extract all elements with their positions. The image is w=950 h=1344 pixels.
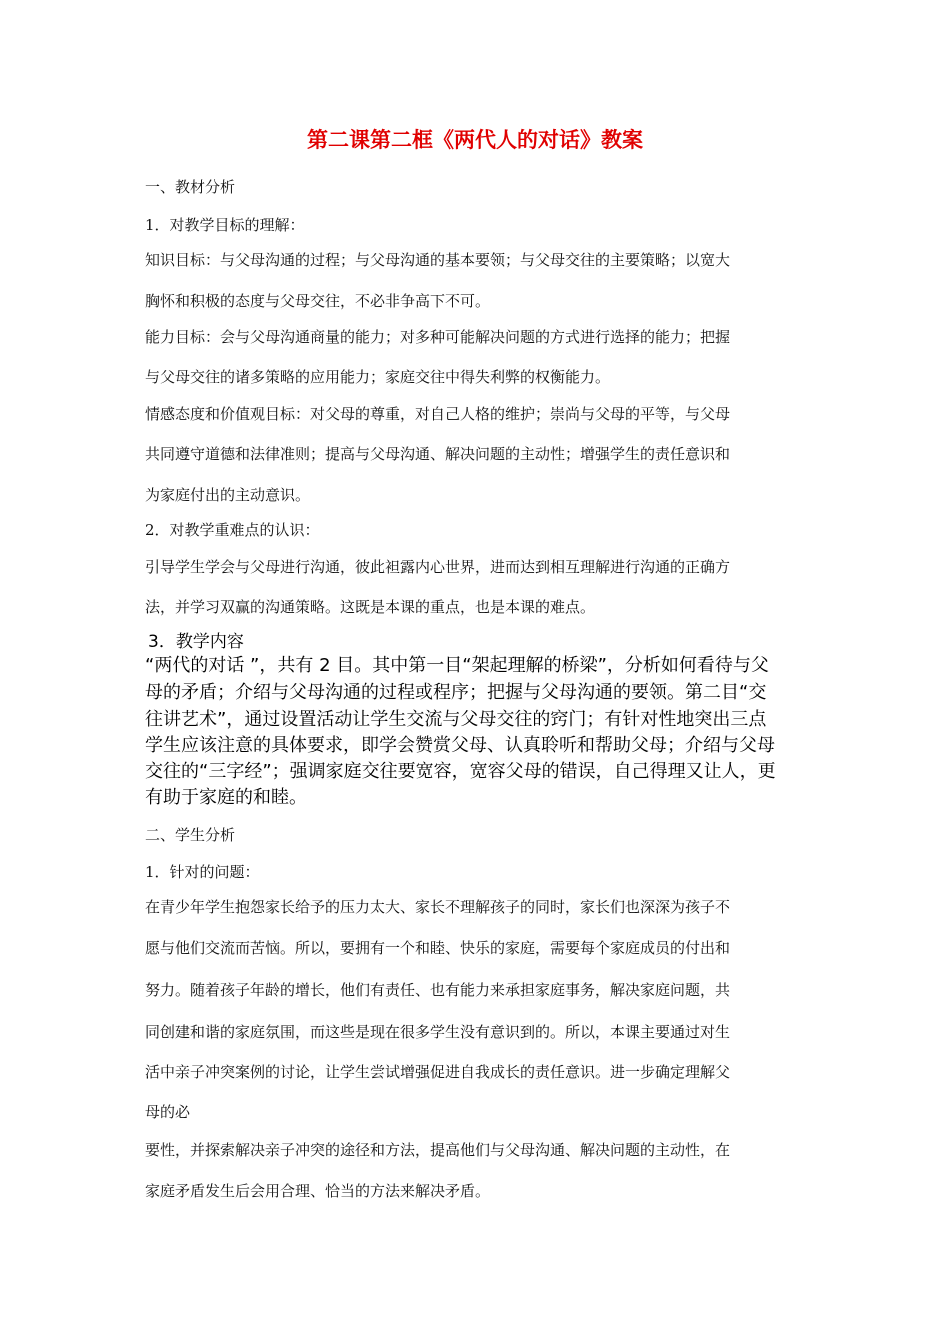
text-line: 母的必 bbox=[145, 1103, 191, 1121]
subheading: 1．对教学目标的理解： bbox=[145, 216, 305, 234]
text-line: 为家庭付出的主动意识。 bbox=[145, 486, 311, 504]
text-line: 有助于家庭的和睦。 bbox=[145, 787, 307, 808]
text-line: 活中亲子冲突案例的讨论，让学生尝试增强促进自我成长的责任意识。进一步确定理解父 bbox=[145, 1063, 731, 1081]
section-heading: 一、教材分析 bbox=[145, 178, 236, 196]
subheading: 2．对教学重难点的认识： bbox=[145, 521, 320, 539]
text-line: 家庭矛盾发生后会用合理、恰当的方法来解决矛盾。 bbox=[145, 1182, 491, 1200]
text-line: “两代的对话 ”，共有 2 目。其中第一目“架起理解的桥梁”，分析如何看待与父 bbox=[145, 655, 769, 676]
text-line: 胸怀和积极的态度与父母交往，不必非争高下不可。 bbox=[145, 292, 491, 310]
text-line: 在青少年学生抱怨家长给予的压力太大、家长不理解孩子的同时，家长们也深深为孩子不 bbox=[145, 898, 731, 916]
text-line: 与父母交往的诸多策略的应用能力；家庭交往中得失利弊的权衡能力。 bbox=[145, 368, 611, 386]
text-line: 往讲艺术”，通过设置活动让学生交流与父母交往的窍门；有针对性地突出三点 bbox=[145, 709, 767, 730]
section-heading: 二、学生分析 bbox=[145, 826, 236, 844]
text-line: 法，并学习双赢的沟通策略。这既是本课的重点，也是本课的难点。 bbox=[145, 598, 596, 616]
text-line: 学生应该注意的具体要求，即学会赞赏父母、认真聆听和帮助父母；介绍与父母 bbox=[145, 735, 775, 756]
text-line: 要性，并探索解决亲子冲突的途径和方法，提高他们与父母沟通、解决问题的主动性，在 bbox=[145, 1141, 731, 1159]
text-line: 共同遵守道德和法律准则；提高与父母沟通、解决问题的主动性；增强学生的责任意识和 bbox=[145, 445, 731, 463]
page-title: 第二课第二框《两代人的对话》教案 bbox=[307, 127, 643, 152]
subheading: 3．教学内容 bbox=[148, 632, 244, 652]
text-line: 母的矛盾；介绍与父母沟通的过程或程序；把握与父母沟通的要领。第二目“交 bbox=[145, 682, 767, 703]
text-line: 愿与他们交流而苦恼。所以，要拥有一个和睦、快乐的家庭，需要每个家庭成员的付出和 bbox=[145, 939, 731, 957]
subheading: 1．针对的问题： bbox=[145, 863, 260, 881]
text-line: 同创建和谐的家庭氛围，而这些是现在很多学生没有意识到的。所以，本课主要通过对生 bbox=[145, 1023, 731, 1041]
text-line: 情感态度和价值观目标：对父母的尊重，对自己人格的维护；崇尚与父母的平等，与父母 bbox=[145, 405, 731, 423]
text-line: 知识目标：与父母沟通的过程；与父母沟通的基本要领；与父母交往的主要策略；以宽大 bbox=[145, 251, 731, 269]
text-line: 交往的“三字经”；强调家庭交往要宽容，宽容父母的错误，自己得理又让人，更 bbox=[145, 761, 776, 782]
text-line: 能力目标：会与父母沟通商量的能力；对多种可能解决问题的方式进行选择的能力；把握 bbox=[145, 328, 731, 346]
text-line: 努力。随着孩子年龄的增长，他们有责任、也有能力来承担家庭事务，解决家庭问题，共 bbox=[145, 981, 731, 999]
text-line: 引导学生学会与父母进行沟通，彼此袒露内心世界，进而达到相互理解进行沟通的正确方 bbox=[145, 558, 731, 576]
